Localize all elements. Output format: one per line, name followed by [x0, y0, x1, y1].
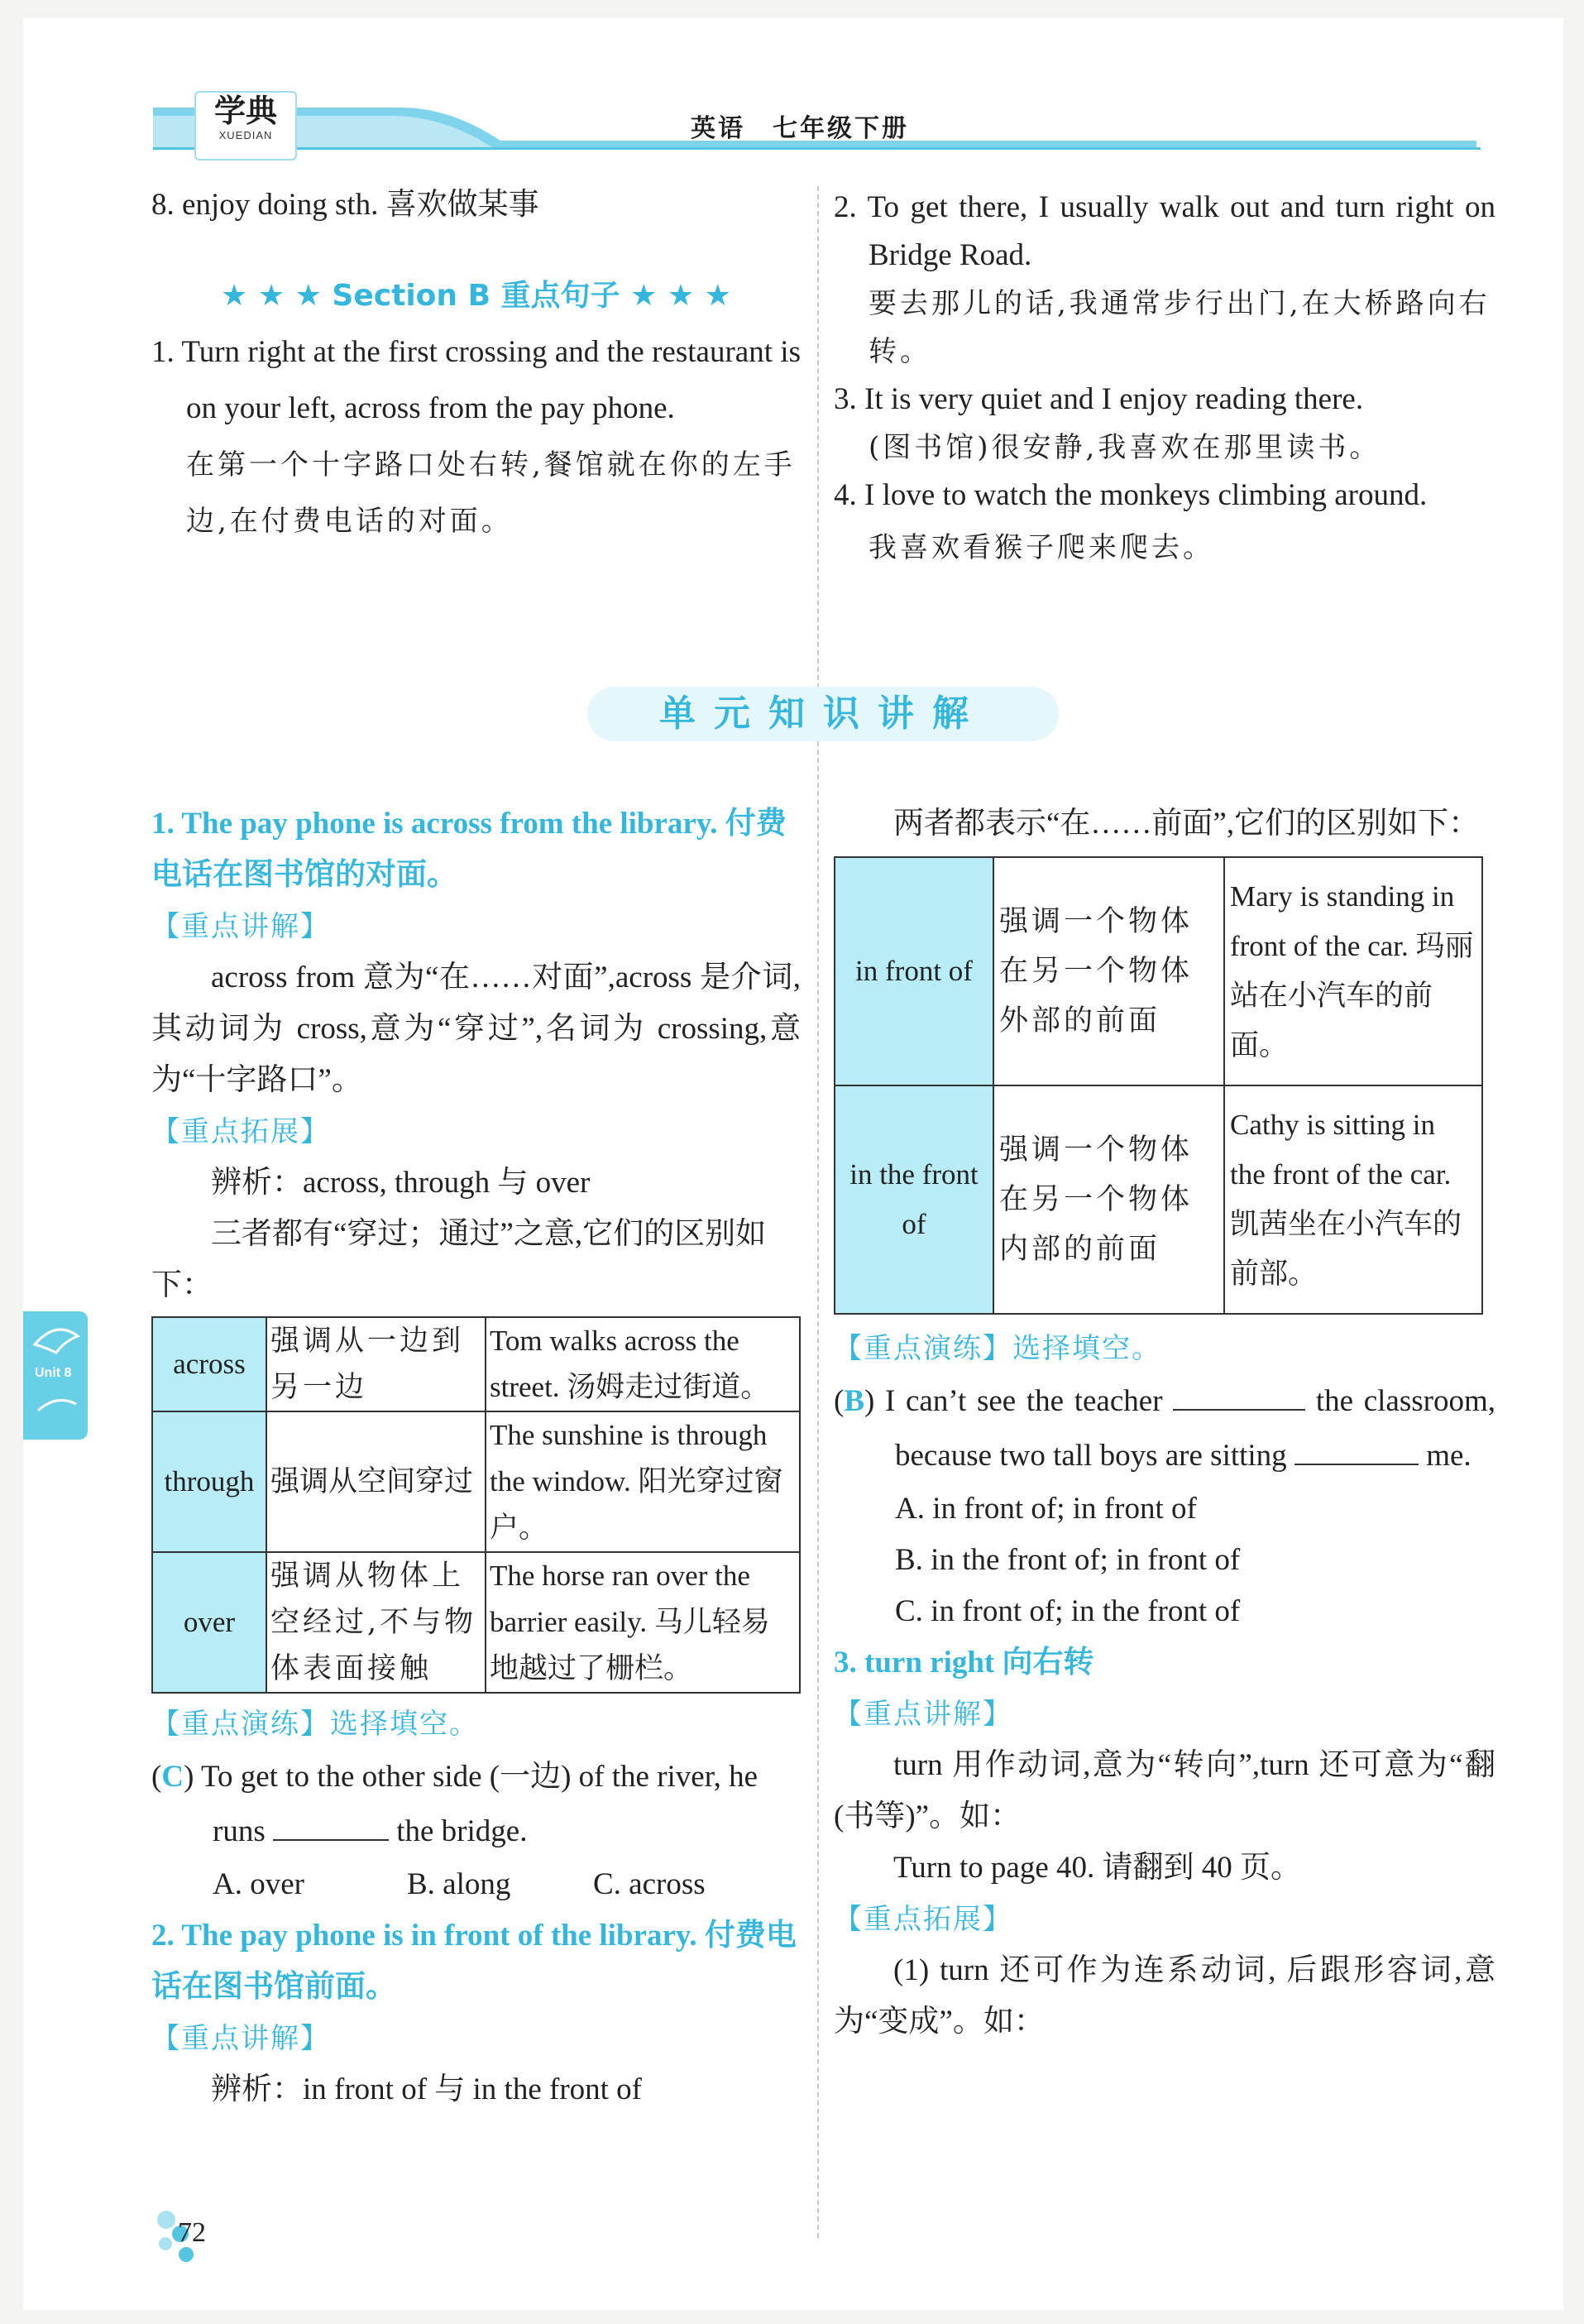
right-column	[834, 798, 1495, 2048]
unit-side-tab	[23, 1311, 88, 1440]
table-example: Cathy is sitting in the front of the car. 凯茜坐在小汽车的前部。	[1224, 1085, 1482, 1314]
table-word: in front of	[835, 857, 993, 1085]
tag-expand: 【重点拓展】	[151, 1115, 330, 1148]
knowledge-1-title: 1. The pay phone is across from the library. 付费电话在图书馆的对面。	[151, 807, 787, 892]
section-b-heading: ★ ★ ★ Section B 重点句子 ★ ★ ★	[221, 279, 731, 313]
logo-cn: 学典	[213, 92, 277, 129]
table-example: The sunshine is through the window. 阳光穿过窗户。	[486, 1411, 800, 1552]
knowledge-3-example: Turn to page 40. 请翻到 40 页。	[893, 1851, 1301, 1885]
right-top-block	[834, 184, 1495, 576]
logo-en: XUEDIAN	[218, 129, 273, 141]
answer-blank[interactable]	[1294, 1439, 1419, 1465]
sentence-1-zh: 在第一个十字路口处右转,餐馆就在你的左手边,在付费电话的对面。	[186, 448, 796, 538]
knowledge-3-title: 3. turn right 向右转	[834, 1646, 1094, 1680]
table-meaning: 强调一个物体在另一个物体内部的前面	[993, 1085, 1224, 1314]
dot-decoration	[179, 2247, 194, 2262]
table-word: through	[152, 1411, 266, 1552]
option-c[interactable]: C. in front of; in the front of	[895, 1594, 1241, 1628]
left-column	[151, 798, 801, 2116]
knowledge-1-compare: 辨析：across, through 与 over	[211, 1166, 591, 1200]
table-meaning: 强调从一边到另一边	[266, 1317, 486, 1411]
knowledge-2-compare: 辨析：in front of 与 in the front of	[211, 2072, 642, 2106]
question-1-text: To get to the other side (一边) of the river, he runs	[200, 1760, 758, 1848]
tag-explain: 【重点讲解】	[151, 910, 330, 943]
dot-decoration	[157, 2211, 175, 2229]
question-2-text-end: me.	[1426, 1439, 1472, 1473]
column-divider	[817, 186, 819, 2238]
table-example: Tom walks across the street. 汤姆走过街道。	[486, 1317, 800, 1411]
knowledge-3-explain: turn 用作动词,意为“转向”,turn 还可意为“翻(书等)”。如：	[834, 1748, 1495, 1833]
question-2-text: I can’t see the teacher	[885, 1384, 1163, 1418]
tag-explain-right: 【重点讲解】	[834, 1698, 1012, 1731]
table-word: across	[152, 1317, 266, 1411]
question-2-text-mid: the classroom, because two tall boys are sitting	[895, 1384, 1496, 1473]
table-row	[835, 1085, 1482, 1314]
knowledge-2-intro: 两者都表示“在……前面”,它们的区别如下：	[893, 807, 1480, 841]
page-number: 72	[178, 2217, 206, 2248]
sentence-3-zh: (图书馆)很安静,我喜欢在那里读书。	[869, 431, 1381, 464]
question-1-text-end: the bridge.	[396, 1814, 528, 1848]
unit-label: Unit 8	[35, 1366, 72, 1380]
table-row	[835, 857, 1482, 1085]
comparison-table-1	[151, 1316, 801, 1694]
sentence-2-en: 2. To get there, I usually walk out and turn right on Bridge Road.	[834, 190, 1495, 272]
question-1-options	[151, 1859, 801, 1910]
table-example: Mary is standing in front of the car. 玛丽站在小汽车的前面。	[1224, 857, 1482, 1085]
tag-explain-2: 【重点讲解】	[151, 2022, 330, 2055]
question-1-answer: C	[161, 1760, 184, 1794]
answer-blank[interactable]	[1173, 1384, 1305, 1411]
tag-expand-right: 【重点拓展】	[834, 1903, 1012, 1936]
question-2: (B) I can’t see the teacher the classroom, because two tall boys are sitting me.	[834, 1384, 1496, 1473]
dot-decoration	[159, 2237, 172, 2250]
table-meaning: 强调一个物体在另一个物体外部的前面	[993, 857, 1224, 1085]
sentence-4-en: 4. I love to watch the monkeys climbing around.	[834, 478, 1428, 512]
option-a[interactable]: A. in front of; in front of	[895, 1492, 1197, 1526]
table-example: The horse ran over the barrier easily. 马儿轻易地越过了栅栏。	[486, 1552, 800, 1693]
table-meaning: 强调从空间穿过	[266, 1411, 486, 1552]
table-row	[152, 1411, 800, 1552]
table-word: in the front of	[835, 1085, 993, 1314]
logo	[194, 91, 297, 161]
comparison-table-2	[834, 856, 1483, 1315]
answer-blank[interactable]	[273, 1814, 389, 1841]
option-b[interactable]: B. in the front of; in front of	[895, 1543, 1241, 1577]
knowledge-1-explain: across from 意为“在……对面”,across 是介词,其动词为 cross,意为“穿过”,名词为 crossing,意为“十字路口”。	[151, 961, 801, 1097]
left-top-block	[151, 180, 801, 549]
table-row	[152, 1552, 800, 1693]
question-2-answer: B	[844, 1384, 865, 1418]
option-b[interactable]: B. along	[407, 1867, 511, 1901]
option-a[interactable]: A. over	[213, 1867, 304, 1901]
sentence-4-zh: 我喜欢看猴子爬来爬去。	[869, 531, 1214, 564]
option-c[interactable]: C. across	[593, 1867, 706, 1901]
banner-title: 单元知识讲解	[659, 692, 987, 735]
question-1: (C) To get to the other side (一边) of the river, he runs the bridge.	[151, 1760, 758, 1848]
sentence-3-en: 3. It is very quiet and I enjoy reading there.	[834, 382, 1364, 416]
table-word: over	[152, 1552, 266, 1693]
sentence-1-en: 1. Turn right at the first crossing and the restaurant is on your left, across from the pay phone.	[151, 335, 801, 425]
header-title: 英语 七年级下册	[691, 114, 909, 143]
section-banner	[587, 670, 1059, 753]
knowledge-3-expand: (1) turn 还可作为连系动词, 后跟形容词,意为“变成”。如：	[834, 1953, 1495, 2039]
header-rule	[153, 147, 1481, 150]
tag-practice-right: 【重点演练】选择填空。	[834, 1332, 1161, 1365]
tag-practice: 【重点演练】选择填空。	[151, 1708, 479, 1741]
sentence-2-zh: 要去那儿的话,我通常步行出门,在大桥路向右转。	[869, 287, 1491, 368]
knowledge-1-intro: 三者都有“穿过；通过”之意,它们的区别如下：	[151, 1217, 767, 1302]
table-row	[152, 1317, 800, 1411]
item-8: 8. enjoy doing sth. 喜欢做某事	[151, 188, 539, 222]
table-meaning: 强调从物体上空经过,不与物体表面接触	[266, 1552, 486, 1693]
knowledge-2-title: 2. The pay phone is in front of the library. 付费电话在图书馆前面。	[151, 1919, 797, 2004]
